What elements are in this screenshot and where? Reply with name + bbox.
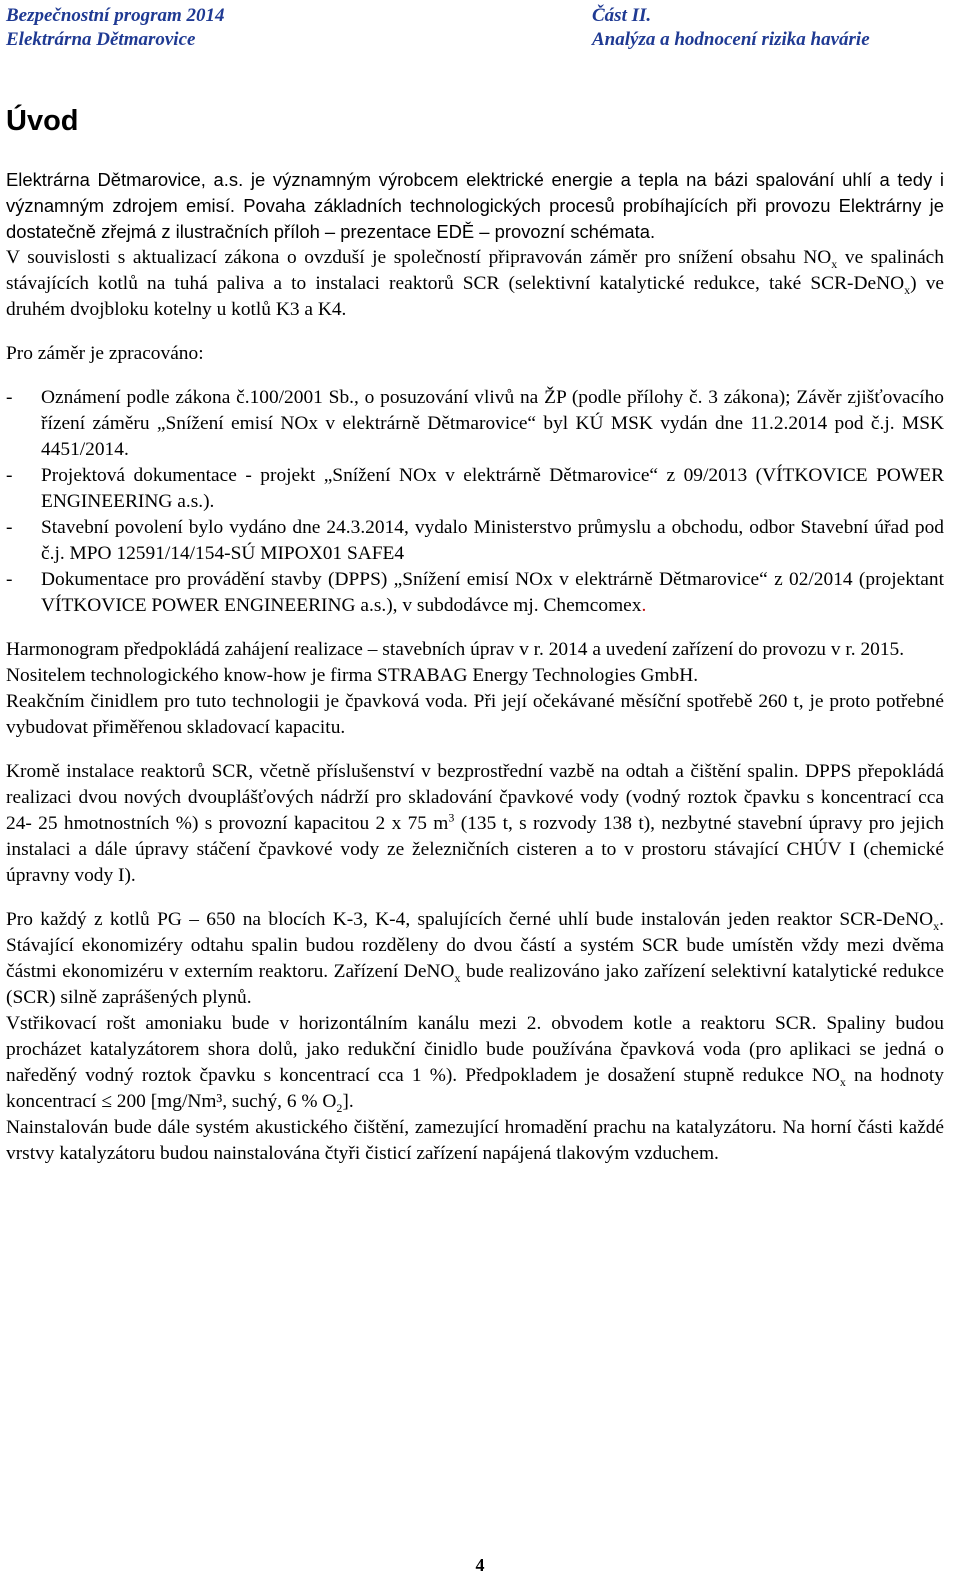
injection-text-1: Vstřikovací rošt amoniaku bude v horizontálním kanálu mezi 2. obvodem kotle a reaktoru SCR. Spaliny budou procházet katalyzátorem shora dolů, jako redukční činidlo bude používána čpavková voda (pro aplikaci se jedná o naředěný vodný roztok čpavku s koncentrací cca 1 %). Předpokladem je dosažení stupně redukce NO <box>6 1013 944 1086</box>
injection-text-2: na hodnoty koncentrací ≤ 200 [mg/Nm³, suchý, 6 % O <box>6 1065 944 1112</box>
boilers-text-3: bude realizováno jako zařízení selektivní katalytické redukce (SCR) silně zaprášených plynů. <box>6 961 944 1008</box>
subscript: x <box>933 918 940 933</box>
list-item: - Stavební povolení bylo vydáno dne 24.3.2014, vydalo Ministerstvo průmyslu a obchodu, odbor Stavební úřad pod č.j. MPO 12591/14/154-SÚ MIPOX01 SAFE4 <box>6 515 944 567</box>
document-body <box>6 167 944 1167</box>
boilers-paragraph <box>6 907 944 1011</box>
prepared-label: Pro záměr je zpracováno: <box>6 343 204 364</box>
cleaning-paragraph: Nainstalován bude dále systém akustického čištění, zamezující hromadění prachu na katalyzátoru. Na horní části každé vrstvy katalyzátoru budou nainstalována čtyři čisticí zařízení napájená tlakovým vzduchem. <box>6 1117 944 1164</box>
list-item <box>6 567 944 619</box>
section-heading: Úvod <box>6 105 79 137</box>
schedule-paragraph: Harmonogram předpokládá zahájení realizace – stavebních úprav v r. 2014 a uvedení zařízení do provozu v r. 2015. <box>6 639 905 660</box>
header-left <box>6 4 225 52</box>
header-section-title: Analýza a hodnocení rizika havárie <box>592 29 870 50</box>
storage-paragraph <box>6 759 944 889</box>
subscript: 2 <box>336 1100 343 1115</box>
list-item: - Oznámení podle zákona č.100/2001 Sb., o posuzování vlivů na ŽP (podle přílohy č. 3 zákona); Závěr zjišťovacího řízení záměru „Snížení emisí NOx v elektrárně Dětmarovice“ byl KÚ MSK vydán dne 11.2.2014 pod č.j. MSK 4451/2014. <box>6 385 944 463</box>
subscript: x <box>839 1074 846 1089</box>
header-program-title: Bezpečnostní program 2014 <box>6 5 225 26</box>
documents-list <box>6 385 944 619</box>
header-right <box>592 4 870 52</box>
subscript: x <box>831 256 838 271</box>
intro-text: Elektrárna Dětmarovice, a.s. je významným výrobcem elektrické energie a tepla na bázi spalování uhlí a tedy i významným zdrojem emisí. Povaha základních technologických procesů probíhajících při provozu Elektrárny je dostatečně zřejmá z ilustračních příloh – prezentace EDĚ – provozní schémata. <box>6 169 944 242</box>
header-plant-name: Elektrárna Dětmarovice <box>6 29 196 50</box>
list-item: - Projektová dokumentace - projekt „Snížení NOx v elektrárně Dětmarovice“ z 09/2013 (VÍTKOVICE POWER ENGINEERING a.s.). <box>6 463 944 515</box>
injection-text-3: ]. <box>342 1091 354 1112</box>
red-period: . <box>641 595 647 616</box>
know-how-paragraph: Nositelem technologického know-how je firma STRABAG Energy Technologies GmbH. <box>6 665 699 686</box>
reagent-paragraph: Reakčním činidlem pro tuto technologii je čpavková voda. Při její očekávané měsíční spotřebě 260 t, je proto potřebné vybudovat přiměřenou skladovací kapacitu. <box>6 691 944 738</box>
superscript: 3 <box>448 810 455 825</box>
context-paragraph <box>6 245 944 323</box>
list-item-text: Dokumentace pro provádění stavby (DPPS) „Snížení emisí NOx v elektrárně Dětmarovice“ z 02/2014 (projektant VÍTKOVICE POWER ENGINEERING a.s.), v subdodávce mj. Chemcomex <box>41 569 944 616</box>
subscript: x <box>904 282 911 297</box>
intro-paragraph <box>6 167 944 245</box>
boilers-text-2: . Stávající ekonomizéry odtahu spalin budou rozděleny do dvou částí a systém SCR bude umístěn vždy mezi dvěma částmi ekonomizéru v externím reaktoru. Zařízení DeNO <box>6 909 944 982</box>
page-number: 4 <box>475 1555 485 1575</box>
header-part: Část II. <box>592 5 652 26</box>
injection-paragraph <box>6 1011 944 1115</box>
context-text-2: ve spalinách stávajících kotlů na tuhá paliva a to instalaci reaktorů SCR (selektivní katalytické redukce, také SCR-DeNO <box>6 247 944 294</box>
context-text-1: V souvislosti s aktualizací zákona o ovzduší je společností připravován záměr pro snížení obsahu NO <box>6 247 832 268</box>
storage-text-1: Kromě instalace reaktorů SCR, včetně příslušenství v bezprostřední vazbě na odtah a čištění spalin. DPPS přepokládá realizaci dvou nových dvouplášťových nádrží pro skladování čpavkové vody (vodný roztok čpavku s koncentrací cca 24- 25 hmotnostních %) s provozní kapacitou 2 x 75 m <box>6 761 944 834</box>
boilers-text-1: Pro každý z kotlů PG – 650 na blocích K-3, K-4, spalujících černé uhlí bude instalován jeden reaktor SCR-DeNO <box>6 909 934 930</box>
context-text-3: ) ve druhém dvojbloku kotelny u kotlů K3 a K4. <box>6 273 944 320</box>
subscript: x <box>454 970 461 985</box>
storage-text-2: (135 t, s rozvody 138 t), nezbytné stavební úpravy pro jejich instalaci a dále úpravy stáčení čpavkové vody ze železničních cisteren a to v prostoru stávající CHÚV I (chemické úpravny vody I). <box>6 813 945 886</box>
